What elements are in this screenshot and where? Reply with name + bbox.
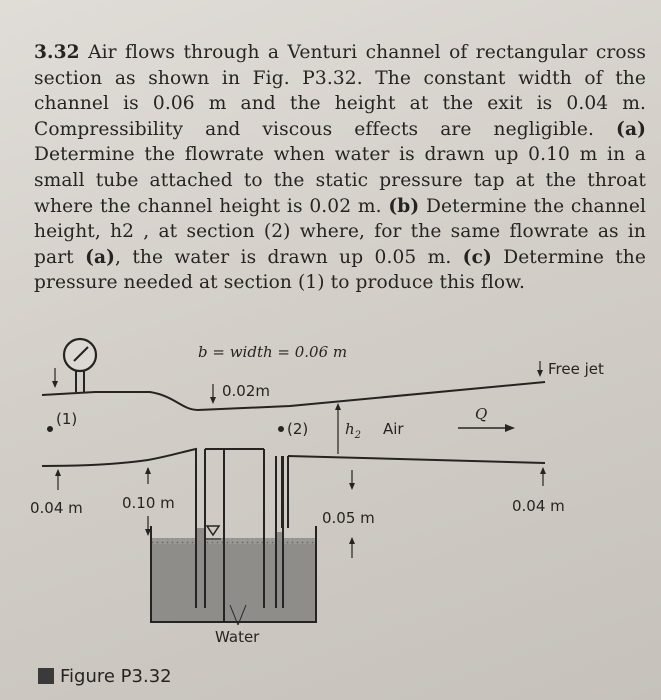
h2-label: $h_2$: [345, 420, 362, 441]
section-1-point: [47, 426, 53, 432]
tube-1: [196, 449, 205, 608]
venturi-figure: [0, 320, 661, 665]
flow-arrow-icon: [505, 424, 515, 432]
figure-caption: Figure P3.32: [38, 666, 172, 687]
section-2-label: (2): [287, 420, 309, 438]
section-1-label: (1): [56, 410, 78, 428]
water-surface: [151, 538, 316, 544]
channel-top-wall: [42, 382, 545, 410]
water-reservoir: [151, 526, 316, 625]
problem-number: 3.32: [34, 42, 80, 63]
water-body: [151, 538, 316, 621]
section-2-point: [278, 426, 284, 432]
flowrate-label: Q: [475, 405, 488, 423]
free-jet-label: Free jet: [548, 360, 604, 378]
water-label: Water: [215, 628, 260, 646]
pressure-gauge-icon: [64, 339, 96, 392]
exit-height-label: 0.04 m: [512, 497, 565, 515]
inlet-height-label: 0.04 m: [30, 499, 83, 517]
caption-square-icon: [38, 668, 54, 684]
tube-1-rise-label: 0.10 m: [122, 494, 175, 512]
tube-2-rise-label: 0.05 m: [322, 509, 375, 527]
free-surface-icon: [207, 526, 219, 535]
throat-height-label: 0.02m: [222, 382, 271, 400]
air-label: Air: [383, 420, 404, 438]
problem-text: 3.32 Air flows through a Venturi channel of rectangular cross section as shown in Fig. P3.32. The constant width of the channel is 0.06 m and the height at the exit is 0.04 m. Compressibility and viscous effects are negligible. (a) Determine the flowrate when water is drawn up 0.10 m in a small tube attached to the static pressure tap at the throat where the channel height is 0.02 m. (b) Determine the channel height, h2 , at section (2) where, for the same flowrate as in part (a), the water is drawn up 0.05 m. (c) Determine the pressure needed at section (1) to produce this flow.: [34, 42, 647, 294]
width-label: b = width = 0.06 m: [198, 343, 348, 361]
